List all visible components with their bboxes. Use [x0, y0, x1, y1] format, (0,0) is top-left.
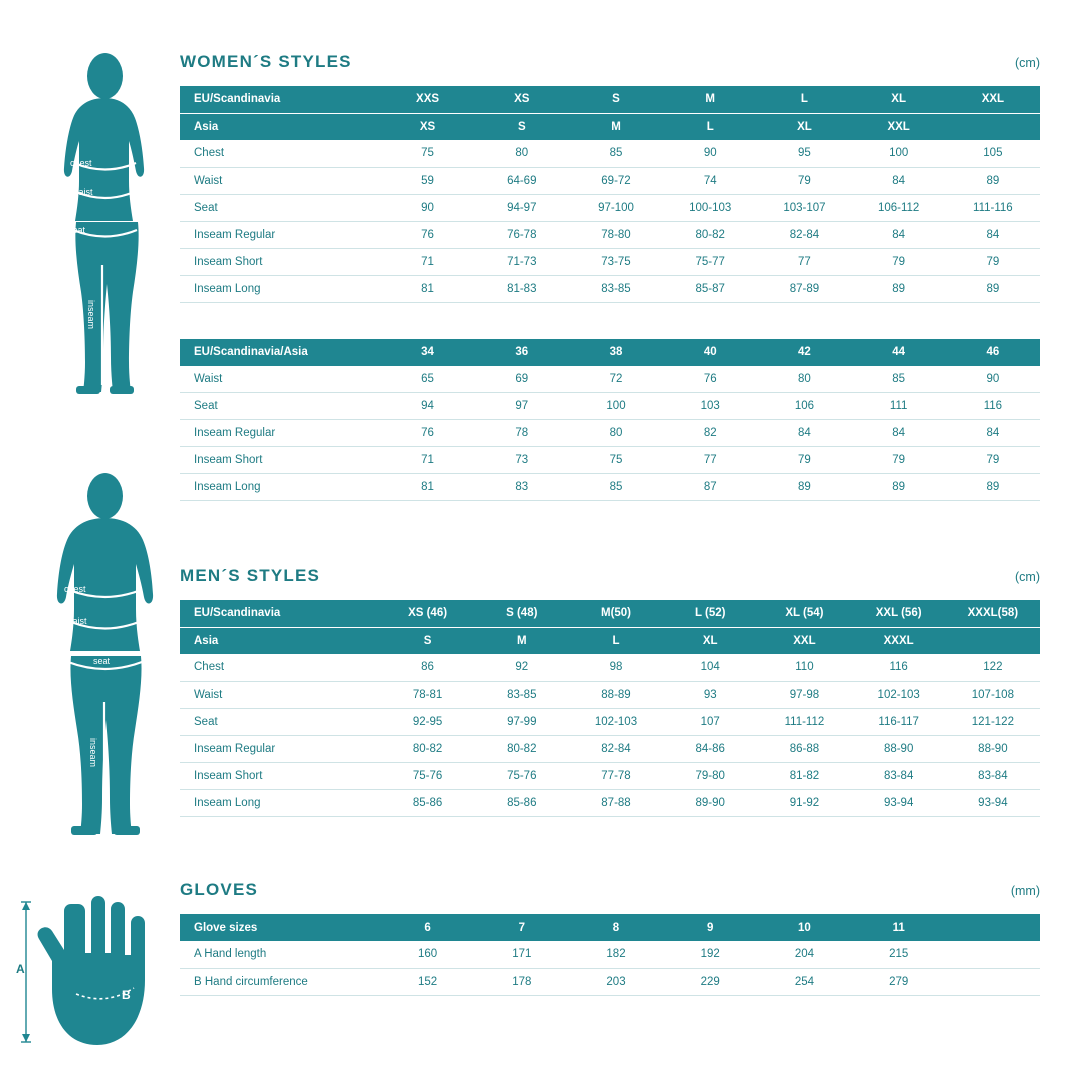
header-cell: XL: [757, 113, 851, 140]
cell: 83-84: [852, 762, 946, 789]
header-cell: 38: [569, 339, 663, 366]
header-cell: [946, 914, 1040, 941]
table-header-row: [180, 627, 1040, 654]
table-row: [180, 474, 1040, 501]
cell: 65: [380, 366, 474, 393]
cell: 89: [852, 275, 946, 302]
header-label: Asia: [180, 113, 380, 140]
cell: 106: [757, 393, 851, 420]
cell: 229: [663, 968, 757, 995]
header-cell: XXXL(58): [946, 600, 1040, 627]
header-cell: XXL: [757, 627, 851, 654]
header-cell: XL (54): [757, 600, 851, 627]
table-row: [180, 420, 1040, 447]
cell: [946, 941, 1040, 968]
section-gloves: [180, 880, 1040, 996]
table-row: [180, 140, 1040, 167]
cell: 80: [569, 420, 663, 447]
header-cell: 46: [946, 339, 1040, 366]
figures-column: [0, 0, 175, 1080]
cell: 88-89: [569, 681, 663, 708]
cell: 107-108: [946, 681, 1040, 708]
table-womens-bottoms: [180, 339, 1040, 502]
cell: 86-88: [757, 735, 851, 762]
man-figure: [38, 470, 173, 840]
cell: 279: [852, 968, 946, 995]
cell: 73: [475, 447, 569, 474]
cell: 84: [946, 221, 1040, 248]
header-cell: S: [475, 113, 569, 140]
cell: 90: [946, 366, 1040, 393]
woman-waist-label: waist: [72, 187, 93, 197]
cell: 80-82: [380, 735, 474, 762]
cell: 83-84: [946, 762, 1040, 789]
woman-seat-label: seat: [68, 225, 86, 235]
cell: 84: [852, 167, 946, 194]
mens-unit: (cm): [1015, 570, 1040, 584]
woman-chest-label: chest: [70, 158, 92, 168]
cell: 121-122: [946, 708, 1040, 735]
table-womens-tops: [180, 86, 1040, 303]
cell: 93: [663, 681, 757, 708]
cell: 82-84: [757, 221, 851, 248]
cell: 111: [852, 393, 946, 420]
header-cell: 7: [475, 914, 569, 941]
row-label: Seat: [180, 393, 380, 420]
table-row: [180, 708, 1040, 735]
row-label: Waist: [180, 167, 380, 194]
cell: 85: [569, 140, 663, 167]
row-label: Seat: [180, 194, 380, 221]
table-row: [180, 393, 1040, 420]
cell: 85-86: [475, 789, 569, 816]
table-row: [180, 194, 1040, 221]
cell: 82-84: [569, 735, 663, 762]
cell: 178: [475, 968, 569, 995]
cell: 87-89: [757, 275, 851, 302]
header-label: Asia: [180, 627, 380, 654]
cell: 75: [569, 447, 663, 474]
cell: 84: [757, 420, 851, 447]
header-cell: XXXL: [852, 627, 946, 654]
cell: 75-76: [475, 762, 569, 789]
cell: 95: [757, 140, 851, 167]
cell: 93-94: [852, 789, 946, 816]
man-inseam-label: inseam: [88, 738, 98, 768]
cell: 79: [852, 248, 946, 275]
table-row: [180, 447, 1040, 474]
cell: 81: [380, 275, 474, 302]
section-mens: [180, 566, 1040, 817]
header-cell: XS (46): [380, 600, 474, 627]
cell: 102-103: [852, 681, 946, 708]
glove-figure: [18, 890, 168, 1055]
table-gloves: [180, 914, 1040, 996]
table-header-row: [180, 86, 1040, 113]
header-cell: 44: [852, 339, 946, 366]
glove-a-label: A: [16, 962, 25, 976]
table-row: [180, 167, 1040, 194]
mens-header: [180, 566, 1040, 586]
table-row: [180, 366, 1040, 393]
cell: 77: [663, 447, 757, 474]
table-row: [180, 248, 1040, 275]
row-label: Inseam Long: [180, 275, 380, 302]
cell: 75-76: [380, 762, 474, 789]
cell: 85: [569, 474, 663, 501]
cell: 98: [569, 654, 663, 681]
woman-inseam-label: inseam: [86, 300, 96, 330]
cell: 111-116: [946, 194, 1040, 221]
table-mens: [180, 600, 1040, 817]
cell: 93-94: [946, 789, 1040, 816]
cell: 182: [569, 941, 663, 968]
table-row: [180, 789, 1040, 816]
cell: 88-90: [852, 735, 946, 762]
gloves-title: GLOVES: [180, 880, 259, 899]
cell: 106-112: [852, 194, 946, 221]
cell: 83: [475, 474, 569, 501]
header-cell: XL: [663, 627, 757, 654]
cell: 79: [852, 447, 946, 474]
row-label: Waist: [180, 681, 380, 708]
cell: 152: [380, 968, 474, 995]
cell: 111-112: [757, 708, 851, 735]
cell: 105: [946, 140, 1040, 167]
header-cell: 11: [852, 914, 946, 941]
cell: 76: [380, 221, 474, 248]
header-cell: XXS: [380, 86, 474, 113]
cell: 88-90: [946, 735, 1040, 762]
row-label: Inseam Short: [180, 447, 380, 474]
cell: 80-82: [475, 735, 569, 762]
cell: 100: [569, 393, 663, 420]
cell: 75: [380, 140, 474, 167]
header-cell: [946, 627, 1040, 654]
row-label: A Hand length: [180, 941, 380, 968]
cell: 89: [757, 474, 851, 501]
man-seat-label: seat: [93, 656, 111, 666]
womens-title: WOMEN´S STYLES: [180, 52, 352, 71]
cell: 84: [852, 221, 946, 248]
womens-unit: (cm): [1015, 56, 1040, 70]
table-header-row: [180, 600, 1040, 627]
gloves-unit: (mm): [1010, 884, 1040, 898]
cell: 73-75: [569, 248, 663, 275]
cell: 97: [475, 393, 569, 420]
cell: 85-87: [663, 275, 757, 302]
man-waist-label: waist: [66, 616, 87, 626]
cell: 71: [380, 248, 474, 275]
header-cell: 34: [380, 339, 474, 366]
cell: 171: [475, 941, 569, 968]
cell: 87: [663, 474, 757, 501]
cell: 71: [380, 447, 474, 474]
cell: 215: [852, 941, 946, 968]
row-label: B Hand circumference: [180, 968, 380, 995]
cell: 75-77: [663, 248, 757, 275]
header-label: EU/Scandinavia/Asia: [180, 339, 380, 366]
cell: 100-103: [663, 194, 757, 221]
table-header-row: [180, 914, 1040, 941]
cell: 76: [663, 366, 757, 393]
cell: 89: [946, 275, 1040, 302]
cell: 87-88: [569, 789, 663, 816]
header-cell: M: [663, 86, 757, 113]
header-cell: XXL: [946, 86, 1040, 113]
cell: 94: [380, 393, 474, 420]
cell: 84-86: [663, 735, 757, 762]
cell: [946, 968, 1040, 995]
cell: 64-69: [475, 167, 569, 194]
cell: 77-78: [569, 762, 663, 789]
table-row: [180, 762, 1040, 789]
cell: 102-103: [569, 708, 663, 735]
cell: 100: [852, 140, 946, 167]
cell: 59: [380, 167, 474, 194]
header-cell: L: [757, 86, 851, 113]
cell: 86: [380, 654, 474, 681]
cell: 89: [946, 167, 1040, 194]
cell: 94-97: [475, 194, 569, 221]
cell: 83-85: [569, 275, 663, 302]
row-label: Seat: [180, 708, 380, 735]
table-row: [180, 681, 1040, 708]
row-label: Inseam Long: [180, 789, 380, 816]
glove-b-label: B: [122, 988, 131, 1002]
cell: 103-107: [757, 194, 851, 221]
header-cell: 9: [663, 914, 757, 941]
row-label: Inseam Regular: [180, 420, 380, 447]
man-chest-label: chest: [64, 584, 86, 594]
table-row: [180, 221, 1040, 248]
cell: 160: [380, 941, 474, 968]
cell: 82: [663, 420, 757, 447]
cell: 103: [663, 393, 757, 420]
gloves-header: [180, 880, 1040, 900]
header-cell: L: [569, 627, 663, 654]
cell: 81-83: [475, 275, 569, 302]
cell: 122: [946, 654, 1040, 681]
cell: 79-80: [663, 762, 757, 789]
header-label: Glove sizes: [180, 914, 380, 941]
cell: 89-90: [663, 789, 757, 816]
header-cell: 42: [757, 339, 851, 366]
table-row: [180, 654, 1040, 681]
header-cell: XXL (56): [852, 600, 946, 627]
header-cell: XS: [475, 86, 569, 113]
header-cell: 36: [475, 339, 569, 366]
row-label: Inseam Short: [180, 248, 380, 275]
cell: 81-82: [757, 762, 851, 789]
cell: 71-73: [475, 248, 569, 275]
cell: 79: [757, 447, 851, 474]
cell: 78-81: [380, 681, 474, 708]
cell: 79: [757, 167, 851, 194]
cell: 89: [946, 474, 1040, 501]
header-cell: L: [663, 113, 757, 140]
cell: 204: [757, 941, 851, 968]
cell: 97-99: [475, 708, 569, 735]
header-label: EU/Scandinavia: [180, 86, 380, 113]
cell: 80: [757, 366, 851, 393]
cell: 78-80: [569, 221, 663, 248]
header-cell: S: [380, 627, 474, 654]
row-label: Inseam Short: [180, 762, 380, 789]
cell: 90: [663, 140, 757, 167]
header-cell: 6: [380, 914, 474, 941]
table-row: [180, 968, 1040, 995]
header-cell: M: [569, 113, 663, 140]
cell: 80: [475, 140, 569, 167]
cell: 110: [757, 654, 851, 681]
cell: 92-95: [380, 708, 474, 735]
cell: 89: [852, 474, 946, 501]
row-label: Waist: [180, 366, 380, 393]
cell: 90: [380, 194, 474, 221]
row-label: Chest: [180, 654, 380, 681]
cell: 74: [663, 167, 757, 194]
woman-figure: [40, 50, 170, 400]
cell: 104: [663, 654, 757, 681]
header-cell: 8: [569, 914, 663, 941]
cell: 192: [663, 941, 757, 968]
cell: 78: [475, 420, 569, 447]
header-cell: S (48): [475, 600, 569, 627]
header-cell: XXL: [852, 113, 946, 140]
row-label: Inseam Long: [180, 474, 380, 501]
cell: 83-85: [475, 681, 569, 708]
cell: 91-92: [757, 789, 851, 816]
cell: 72: [569, 366, 663, 393]
cell: 92: [475, 654, 569, 681]
section-womens: [180, 52, 1040, 501]
header-cell: L (52): [663, 600, 757, 627]
cell: 97-98: [757, 681, 851, 708]
cell: 76: [380, 420, 474, 447]
mens-title: MEN´S STYLES: [180, 566, 321, 585]
cell: 69: [475, 366, 569, 393]
cell: 107: [663, 708, 757, 735]
row-label: Inseam Regular: [180, 735, 380, 762]
cell: 84: [946, 420, 1040, 447]
cell: 116: [946, 393, 1040, 420]
cell: 79: [946, 248, 1040, 275]
cell: 79: [946, 447, 1040, 474]
header-cell: [946, 113, 1040, 140]
table-header-row: [180, 339, 1040, 366]
womens-header: [180, 52, 1040, 72]
row-label: Inseam Regular: [180, 221, 380, 248]
table-row: [180, 275, 1040, 302]
cell: 97-100: [569, 194, 663, 221]
cell: 80-82: [663, 221, 757, 248]
table-header-row: [180, 113, 1040, 140]
header-cell: M: [475, 627, 569, 654]
header-cell: S: [569, 86, 663, 113]
cell: 69-72: [569, 167, 663, 194]
cell: 77: [757, 248, 851, 275]
cell: 85-86: [380, 789, 474, 816]
cell: 254: [757, 968, 851, 995]
cell: 84: [852, 420, 946, 447]
header-cell: XL: [852, 86, 946, 113]
header-cell: XS: [380, 113, 474, 140]
cell: 203: [569, 968, 663, 995]
cell: 85: [852, 366, 946, 393]
cell: 116-117: [852, 708, 946, 735]
header-cell: 40: [663, 339, 757, 366]
header-label: EU/Scandinavia: [180, 600, 380, 627]
cell: 76-78: [475, 221, 569, 248]
header-cell: 10: [757, 914, 851, 941]
table-row: [180, 941, 1040, 968]
cell: 116: [852, 654, 946, 681]
row-label: Chest: [180, 140, 380, 167]
cell: 81: [380, 474, 474, 501]
header-cell: M(50): [569, 600, 663, 627]
table-row: [180, 735, 1040, 762]
